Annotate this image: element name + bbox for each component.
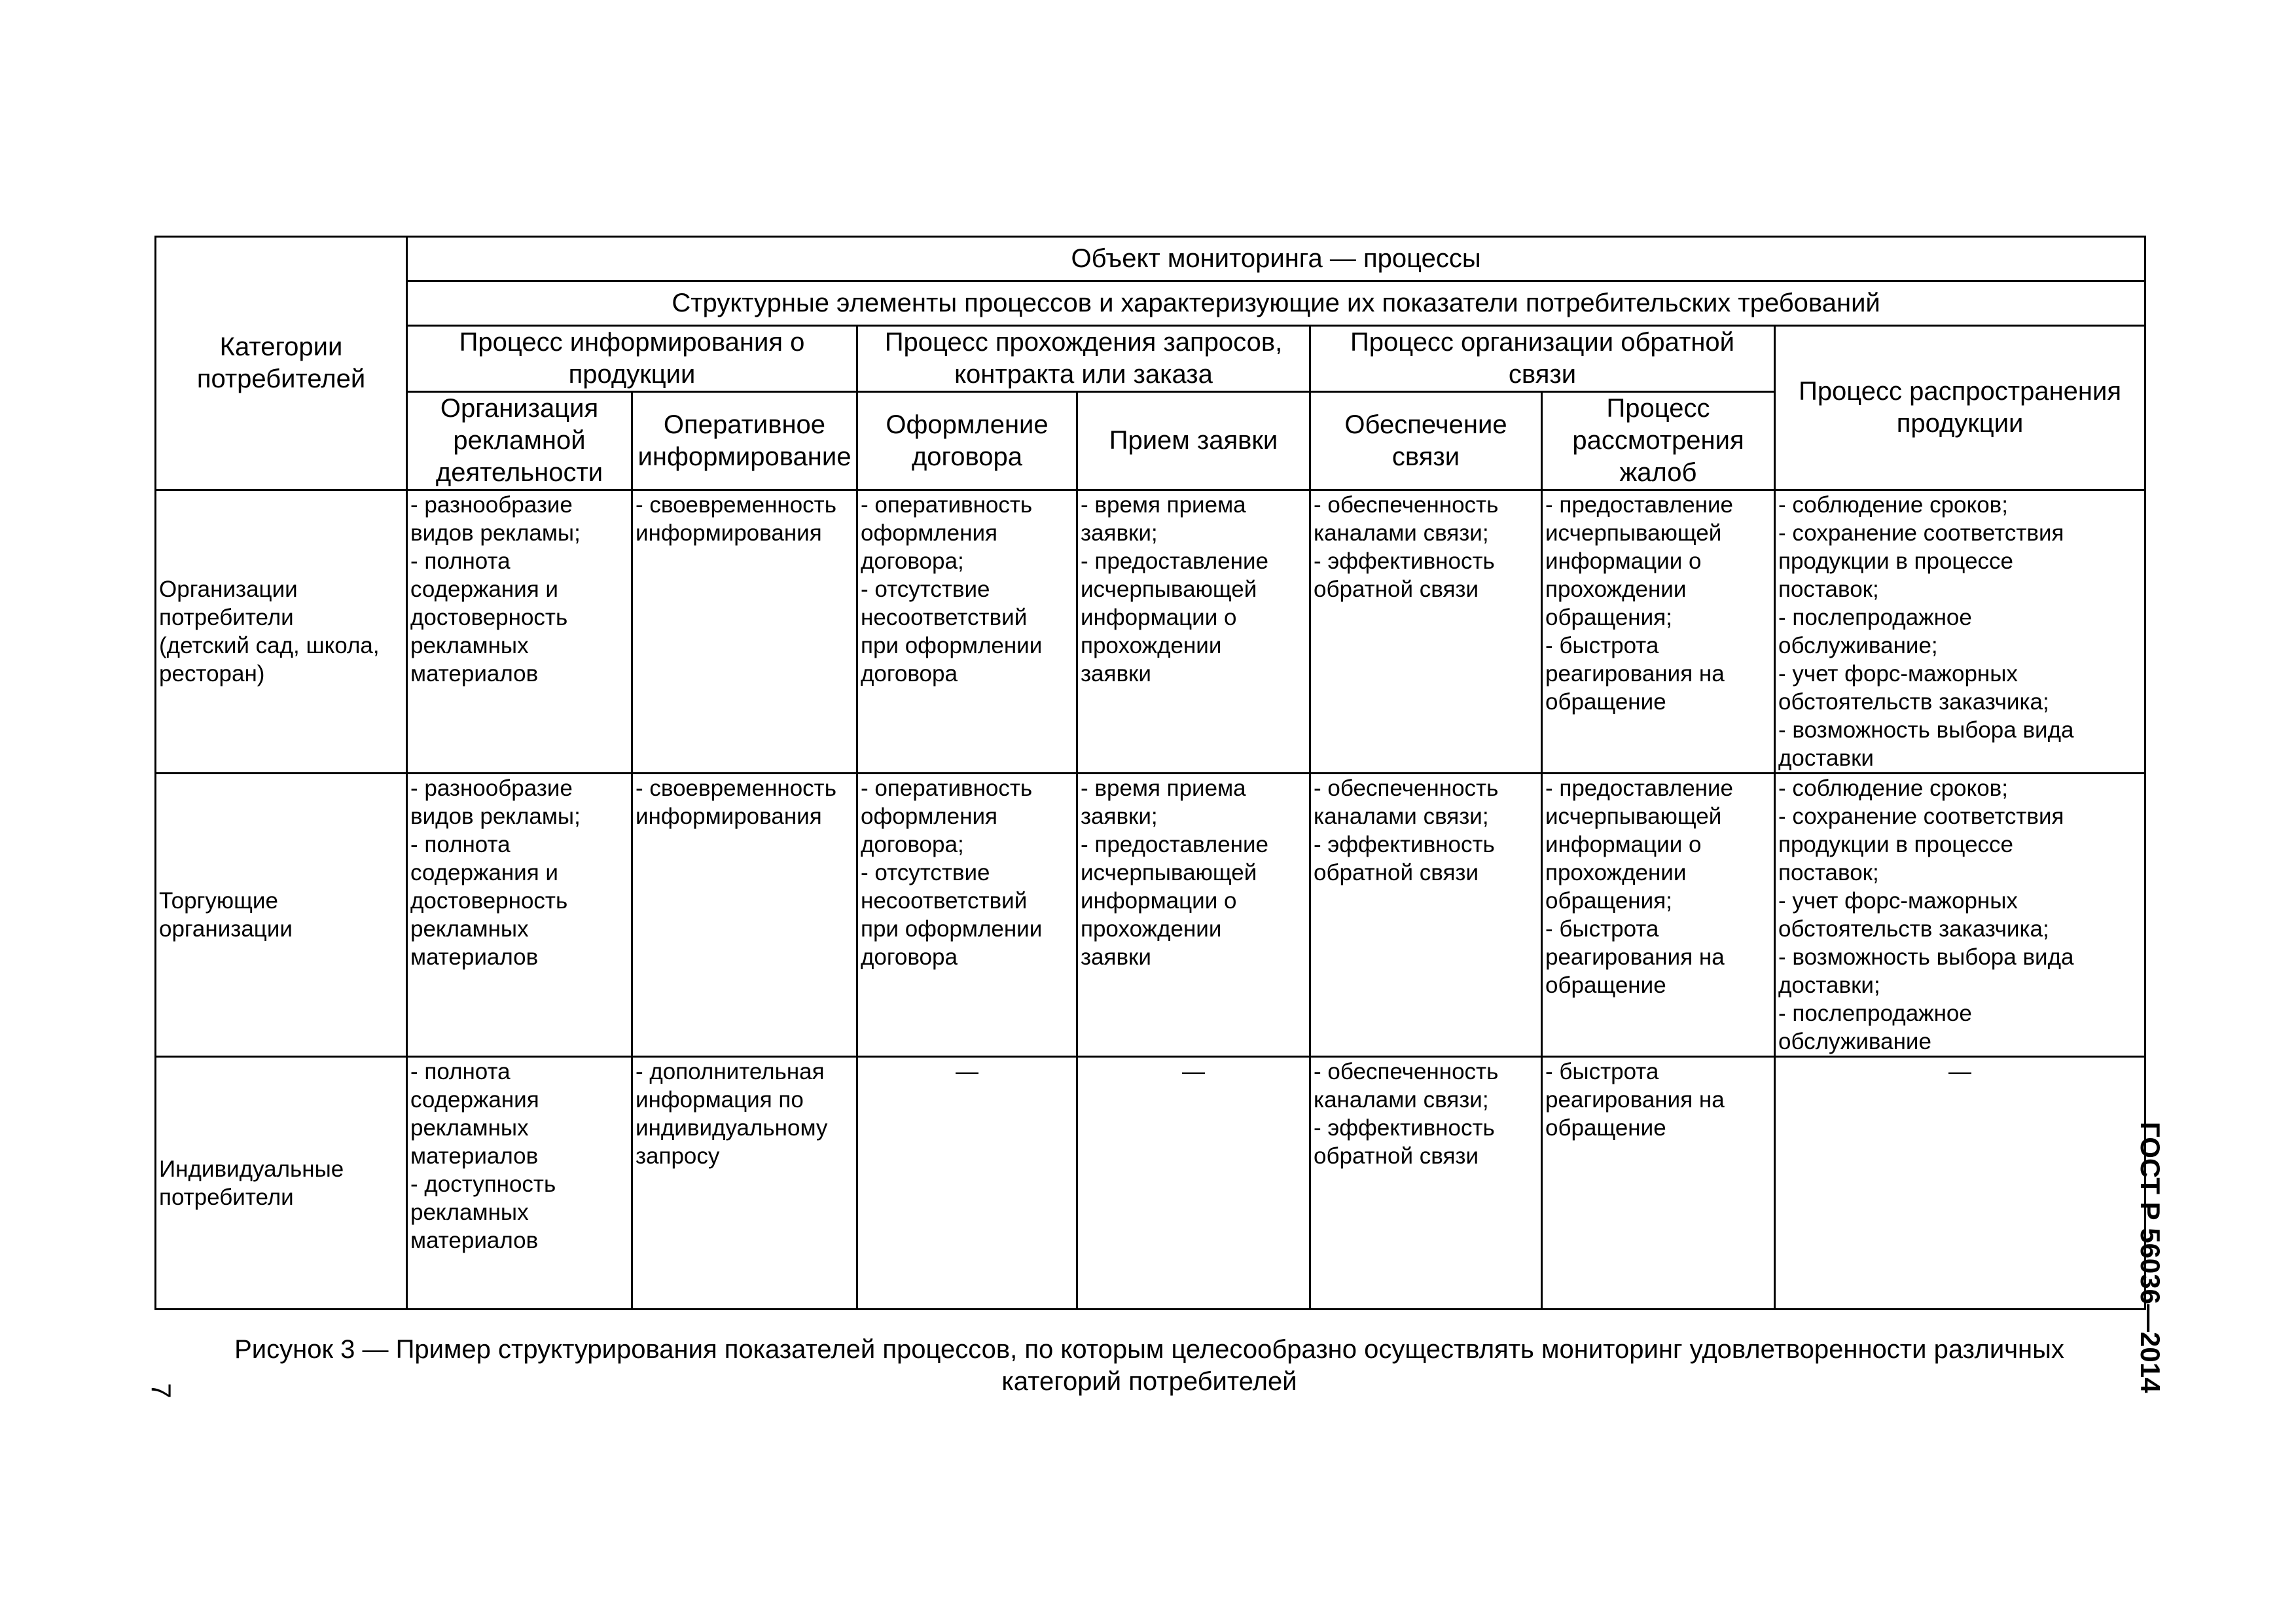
- row-label: Торгующие организации: [156, 774, 407, 1057]
- table-cell: - оперативность оформления договора; - отсутствие несоответствий при оформлении договора: [857, 490, 1077, 774]
- table-cell: - разнообразие видов рекламы; - полнота содержания и достоверность рекламных материалов: [407, 774, 632, 1057]
- header-subcolumn: Оперативное информирование: [632, 392, 857, 490]
- table-cell: - своевременность информирования: [632, 774, 857, 1057]
- header-subcolumn: Организация рекламной деятельности: [407, 392, 632, 490]
- table-cell: - соблюдение сроков; - сохранение соответствия продукции в процессе поставок; - учет форс-мажорных обстоятельств заказчика; - возможность выбора вида доставки; - послепродажное обслуживание: [1775, 774, 2145, 1057]
- page-number: 7: [146, 1383, 177, 1399]
- header-subcolumn: Оформление договора: [857, 392, 1077, 490]
- table-cell: - предоставление исчерпывающей информации о прохождении обращения; - быстрота реагирования на обращение: [1542, 774, 1775, 1057]
- table-cell: - разнообразие видов рекламы; - полнота содержания и достоверность рекламных материалов: [407, 490, 632, 774]
- table-cell: - время приема заявки; - предоставление исчерпывающей информации о прохождении заявки: [1077, 490, 1310, 774]
- table-cell: - полнота содержания рекламных материалов - доступность рекламных материалов: [407, 1057, 632, 1310]
- header-group: Процесс организации обратной связи: [1310, 326, 1775, 392]
- header-subcolumn: Обеспечение связи: [1310, 392, 1542, 490]
- header-group: Процесс информирования о продукции: [407, 326, 857, 392]
- header-object: Объект мониторинга — процессы: [407, 237, 2145, 281]
- indicators-table: [154, 236, 2146, 1310]
- table-cell: - оперативность оформления договора; - отсутствие несоответствий при оформлении договора: [857, 774, 1077, 1057]
- table-row: [156, 774, 2145, 1057]
- header-subcolumn: Процесс рассмотрения жалоб: [1542, 392, 1775, 490]
- row-label: Организации потребители (детский сад, школа, ресторан): [156, 490, 407, 774]
- row-label: Индивидуальные потребители: [156, 1057, 407, 1310]
- table-cell: - предоставление исчерпывающей информации о прохождении обращения; - быстрота реагирования на обращение: [1542, 490, 1775, 774]
- document-id: ГОСТ Р 56036—2014: [2135, 1122, 2166, 1393]
- table-cell: - обеспеченность каналами связи; - эффективность обратной связи: [1310, 774, 1542, 1057]
- header-row-label: Категории потребителей: [156, 237, 407, 490]
- figure-caption: Рисунок 3 — Пример структурирования показателей процессов, по которым целесообразно осуществлять мониторинг удовлетворенности различных категорий потребителей: [234, 1335, 2064, 1396]
- table-cell: - обеспеченность каналами связи; - эффективность обратной связи: [1310, 490, 1542, 774]
- header-group: Процесс прохождения запросов, контракта или заказа: [857, 326, 1310, 392]
- table-cell: - время приема заявки; - предоставление исчерпывающей информации о прохождении заявки: [1077, 774, 1310, 1057]
- table-row: [156, 490, 2145, 774]
- table-cell: - быстрота реагирования на обращение: [1542, 1057, 1775, 1310]
- table-cell: - соблюдение сроков; - сохранение соответствия продукции в процессе поставок; - послепродажное обслуживание; - учет форс-мажорных обстоятельств заказчика; - возможность выбора вида доставки: [1775, 490, 2145, 774]
- header-group: Процесс распространения продукции: [1775, 326, 2145, 490]
- table-row: [156, 1057, 2145, 1310]
- table-cell: - дополнительная информация по индивидуальному запросу: [632, 1057, 857, 1310]
- table-cell: - обеспеченность каналами связи; - эффективность обратной связи: [1310, 1057, 1542, 1310]
- header-subcolumn: Прием заявки: [1077, 392, 1310, 490]
- table-cell: —: [1775, 1057, 2145, 1310]
- table-cell: —: [1077, 1057, 1310, 1310]
- table-cell: - своевременность информирования: [632, 490, 857, 774]
- header-structural: Структурные элементы процессов и характеризующие их показатели потребительских требований: [407, 281, 2145, 326]
- table-cell: —: [857, 1057, 1077, 1310]
